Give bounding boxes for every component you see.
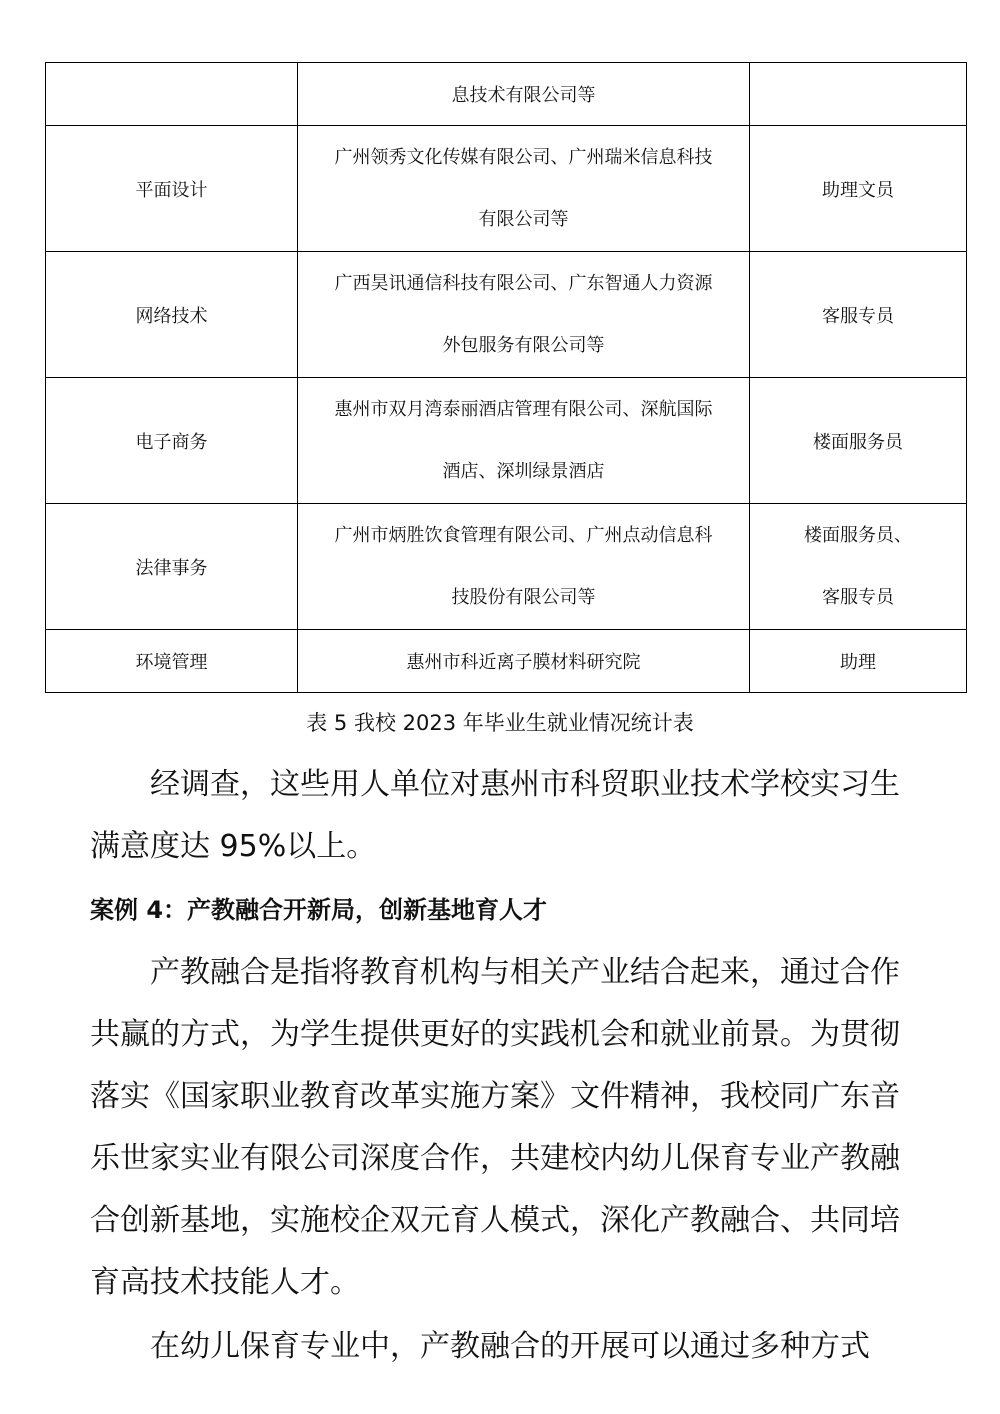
company-text-line: 广州领秀文化传媒有限公司、广州瑞米信息科技 (334, 146, 713, 168)
company-text-line: 有限公司等 (478, 208, 569, 230)
major-text: 电子商务 (135, 431, 208, 453)
company-cell (298, 504, 750, 630)
position-text: 楼面服务员、 (804, 524, 912, 546)
company-text-line: 惠州市科近离子膜材料研究院 (406, 652, 641, 673)
company-text-line: 外包服务有限公司等 (442, 334, 605, 356)
company-text-line: 广西昊讯通信科技有限公司、广东智通人力资源 (334, 272, 713, 294)
table-row (46, 378, 967, 504)
position-cell (750, 504, 967, 630)
company-text-line: 惠州市双月湾泰丽酒店管理有限公司、深航国际 (334, 398, 713, 420)
table-row (46, 630, 967, 693)
position-cell (750, 252, 967, 378)
position-text: 客服专员 (822, 305, 894, 327)
table-row (46, 63, 967, 126)
major-cell (46, 378, 298, 504)
integration-paragraph: 产教融合是指将教育机构与相关产业结合起来，通过合作共赢的方式，为学生提供更好的实践机会和就业前景。为贯彻落实《国家职业教育改革实施方案》文件精神，我校同广东音乐世家实业有限公司深度合作，共建校内幼儿保育专业产教融合创新基地，实施校企双元育人模式，深化产教融合、共同培育高技术技能人才。 (90, 955, 900, 1300)
company-cell (298, 378, 750, 504)
position-cell (750, 378, 967, 504)
position-text: 客服专员 (822, 586, 894, 608)
company-text-line: 息技术有限公司等 (451, 85, 596, 106)
company-cell (298, 63, 750, 126)
major-cell (46, 63, 298, 126)
company-text-line: 酒店、深圳绿景酒店 (442, 460, 605, 482)
major-text: 法律事务 (135, 557, 208, 579)
major-text: 网络技术 (135, 305, 208, 327)
case-heading: 案例 4：产教融合开新局，创新基地育人才 (90, 896, 548, 924)
employment-table (45, 62, 967, 693)
major-text: 平面设计 (135, 179, 208, 201)
childcare-paragraph: 在幼儿保育专业中，产教融合的开展可以通过多种方式 (150, 1329, 870, 1364)
position-cell (750, 63, 967, 126)
position-text: 助理 (840, 652, 876, 673)
company-text-line: 广州市炳胜饮食管理有限公司、广州点动信息科 (334, 524, 713, 546)
survey-paragraph: 经调查，这些用人单位对惠州市科贸职业技术学校实习生满意度达 95%以上。 (90, 767, 900, 864)
company-cell (298, 252, 750, 378)
company-text-line: 技股份有限公司等 (451, 586, 596, 608)
table-caption: 表 5 我校 2023 年毕业生就业情况统计表 (306, 711, 694, 735)
major-text: 环境管理 (135, 652, 208, 673)
major-cell (46, 126, 298, 252)
position-text: 楼面服务员 (813, 431, 903, 453)
table-row (46, 504, 967, 630)
table-row (46, 252, 967, 378)
major-cell (46, 252, 298, 378)
position-text: 助理文员 (822, 179, 894, 201)
position-cell (750, 126, 967, 252)
company-cell (298, 630, 750, 693)
table-row (46, 126, 967, 252)
major-cell (46, 504, 298, 630)
position-cell (750, 630, 967, 693)
major-cell (46, 630, 298, 693)
company-cell (298, 126, 750, 252)
